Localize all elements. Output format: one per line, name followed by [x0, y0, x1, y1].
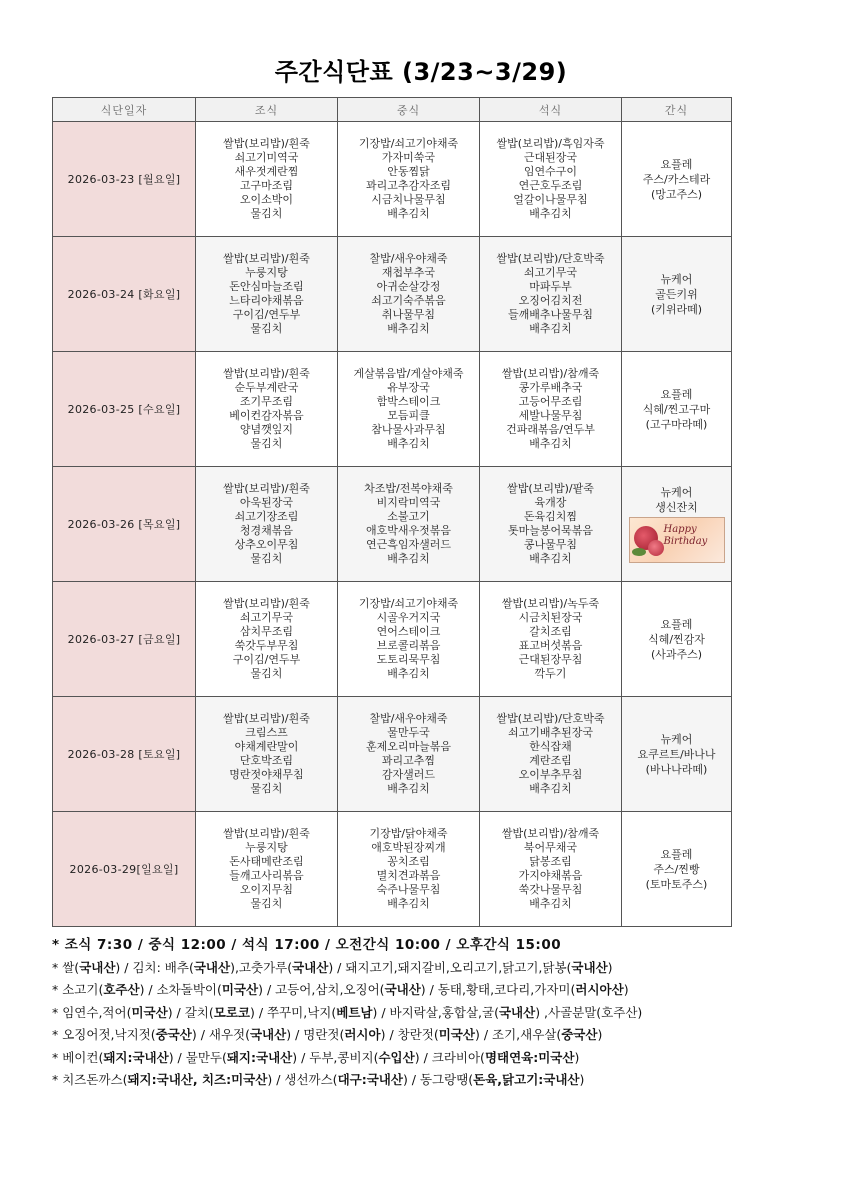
cake-text	[664, 524, 708, 548]
origin-text: ) / 동태,황태,코다리,가자미(	[420, 982, 576, 997]
snack-item: (고구마라떼)	[645, 417, 708, 431]
leaf-icon	[632, 548, 646, 556]
menu-item: 물김치	[250, 667, 283, 680]
origin-text: ) / 생선까스(	[267, 1072, 338, 1087]
menu-item: 차조밥/전복야채죽	[364, 482, 453, 495]
date-cell: 2026-03-26 [목요일]	[53, 467, 196, 582]
origin-country: 돼지:국내산, 치즈:미국산	[127, 1072, 268, 1087]
date-cell: 2026-03-23 [월요일]	[53, 122, 196, 237]
origin-text: ) / 김치: 배추(	[115, 959, 194, 975]
snack-item: (토마토주스)	[645, 877, 708, 891]
snack-cell	[622, 122, 732, 237]
origin-text: * 치즈돈까스(	[52, 1072, 128, 1087]
menu-item: 마파두부	[529, 280, 572, 293]
menu-item: 연근흑임자샐러드	[365, 538, 451, 551]
menu-item: 꽈리고추찜	[381, 754, 436, 767]
menu-item: 쇠고기장조림	[234, 510, 299, 523]
menu-item: 오이소박이	[239, 193, 294, 206]
menu-item: 시금치나물무침	[371, 193, 446, 206]
origin-text: ) / 소차돌박이(	[139, 982, 222, 997]
lunch-cell	[338, 812, 480, 927]
table-row	[53, 122, 732, 237]
menu-item: 물김치	[250, 207, 283, 220]
birthday-cake-image	[629, 517, 725, 563]
menu-item: 삼치무조림	[239, 625, 294, 638]
menu-item: 찰밥/새우야채죽	[369, 252, 448, 265]
menu-item: 오이지무침	[239, 883, 294, 896]
menu-item: 깍두기	[534, 667, 567, 680]
header-lunch: 중식	[338, 98, 480, 122]
origin-text: ) / 고등어,삼치,오징어(	[258, 982, 385, 997]
table-row	[53, 352, 732, 467]
menu-item: 세발나물무침	[518, 409, 583, 422]
origin-line	[52, 1002, 752, 1025]
origin-text: ) / 창란젓(	[380, 1027, 439, 1042]
menu-item: 취나물무침	[381, 308, 436, 321]
snack-cell	[622, 237, 732, 352]
snack-item: 요플레	[660, 387, 693, 401]
origin-country: 미국산	[221, 982, 259, 997]
menu-body	[53, 122, 732, 927]
origin-line	[52, 1047, 752, 1070]
snack-item: (망고주스)	[650, 187, 703, 201]
menu-item: 쇠고기배추된장국	[507, 726, 593, 739]
menu-item: 배추김치	[529, 322, 572, 335]
origin-line	[52, 1069, 752, 1092]
menu-item: 북어무채국	[523, 841, 578, 854]
menu-item: 육개장	[534, 496, 567, 509]
snack-item: (바나나라떼)	[645, 762, 708, 776]
origin-line	[52, 979, 752, 1002]
origin-text: )	[574, 1049, 580, 1065]
menu-item: 배추김치	[387, 322, 430, 335]
origin-line	[52, 1024, 752, 1047]
dinner-cell	[480, 467, 622, 582]
snack-item: 요쿠르트/바나나	[637, 747, 716, 761]
lunch-cell	[338, 582, 480, 697]
origin-text: ) ,사골분말(호주산)	[535, 1004, 643, 1020]
menu-item: 베이컨감자볶음	[229, 409, 304, 422]
origin-text: ) / 갈치(	[167, 1004, 214, 1020]
menu-item: 표고버섯볶음	[518, 639, 583, 652]
menu-item: 배추김치	[529, 207, 572, 220]
menu-item: 쌀밥(보리밥)/녹두죽	[501, 597, 600, 610]
menu-item: 크림스프	[245, 726, 288, 739]
snack-cell	[622, 352, 732, 467]
snack-cell	[622, 582, 732, 697]
lunch-cell	[338, 237, 480, 352]
menu-item: 쌀밥(보리밥)/흰죽	[223, 482, 310, 495]
menu-item: 쌀밥(보리밥)/흰죽	[223, 827, 310, 840]
menu-item: 숙주나물무침	[376, 883, 441, 896]
menu-item: 물김치	[250, 552, 283, 565]
menu-item: 돈사태메란조림	[229, 855, 304, 868]
header-dinner: 석식	[480, 98, 622, 122]
menu-item: 아욱된장국	[239, 496, 294, 509]
menu-item: 단호박조림	[239, 754, 294, 767]
dinner-cell	[480, 697, 622, 812]
origin-country: 돼지:국내산	[226, 1049, 293, 1065]
breakfast-cell	[196, 582, 338, 697]
origin-country: 돼지:국내산	[103, 1049, 169, 1065]
cake-text-line: Happy	[663, 524, 697, 535]
menu-item: 누룽지탕	[245, 841, 288, 854]
cake-text-line: Birthday	[663, 536, 708, 547]
menu-item: 콩나물무침	[523, 538, 578, 551]
menu-item: 계란조림	[529, 754, 572, 767]
menu-table	[52, 97, 732, 927]
menu-item: 배추김치	[387, 552, 430, 565]
notes	[52, 934, 752, 1092]
rose-icon	[648, 540, 664, 556]
menu-item: 비지락미역국	[376, 496, 441, 509]
origin-text: ) / 새우젓(	[191, 1027, 250, 1042]
menu-item: 멸치견과볶음	[376, 869, 441, 882]
menu-item: 물김치	[250, 897, 283, 910]
snack-item: 주스/카스테라	[642, 172, 711, 186]
menu-item: 쌀밥(보리밥)/단호박죽	[496, 252, 605, 265]
menu-item: 톳마늘봉어묵볶음	[507, 524, 593, 537]
menu-item: 배추김치	[387, 897, 430, 910]
menu-item: 가지야채볶음	[518, 869, 583, 882]
origin-text: ) / 명란젓(	[286, 1027, 345, 1042]
menu-item: 꽁치조림	[387, 855, 430, 868]
table-row	[53, 697, 732, 812]
menu-item: 쌀밥(보리밥)/단호박죽	[496, 712, 605, 725]
header-date: 식단일자	[53, 98, 196, 122]
snack-item: 뉴케어	[660, 486, 693, 499]
menu-item: 들깨배추나물무침	[507, 308, 593, 321]
menu-item: 연근호두조림	[518, 179, 583, 192]
snack-cell	[622, 812, 732, 927]
snack-item: 요플레	[660, 617, 693, 631]
menu-item: 물김치	[250, 782, 283, 795]
menu-item: 돈육김치찜	[523, 510, 578, 523]
menu-item: 기장밥/쇠고기야채죽	[358, 137, 459, 150]
breakfast-cell	[196, 122, 338, 237]
origin-country: 명태연육:미국산	[484, 1049, 575, 1065]
breakfast-cell	[196, 697, 338, 812]
origin-country: 모로코	[213, 1004, 250, 1020]
origin-text: * 베이컨(	[52, 1049, 104, 1065]
origin-country: 국내산	[498, 1004, 536, 1020]
origin-text: ) / 크라비아(	[414, 1049, 485, 1065]
page-title: 주간식단표 (3/23~3/29)	[274, 58, 568, 86]
origin-notes	[52, 957, 752, 1092]
menu-item: 애호박된장찌개	[371, 841, 446, 854]
menu-item: 쑥갓나물무침	[518, 883, 583, 896]
menu-item: 배추김치	[529, 782, 572, 795]
menu-item: 건파래볶음/연두부	[506, 423, 595, 436]
date-cell: 2026-03-25 [수요일]	[53, 352, 196, 467]
dinner-cell	[480, 122, 622, 237]
menu-item: 콩가루배추국	[518, 381, 583, 394]
origin-text: )	[579, 1072, 585, 1087]
snack-item: 생신잔치	[655, 501, 698, 514]
dinner-cell	[480, 352, 622, 467]
origin-country: 중국산	[561, 1027, 598, 1042]
origin-country: 국내산	[292, 959, 329, 975]
snack-cell	[622, 697, 732, 812]
origin-country: 국내산	[193, 959, 231, 975]
snack-item: 요플레	[660, 157, 693, 171]
lunch-cell	[338, 122, 480, 237]
menu-item: 쇠고기무국	[239, 611, 294, 624]
menu-item: 쌀밥(보리밥)/흰죽	[223, 597, 310, 610]
menu-item: 쇠고기숙주볶음	[371, 294, 446, 307]
menu-item: 배추김치	[387, 437, 430, 450]
menu-item: 새우젓계란찜	[234, 165, 299, 178]
origin-text: ) / 조기,새우살(	[474, 1027, 562, 1042]
breakfast-cell	[196, 812, 338, 927]
origin-country: 국내산	[79, 959, 116, 975]
origin-country: 수입산	[378, 1049, 415, 1065]
menu-item: 누룽지탕	[245, 266, 288, 279]
lunch-cell	[338, 467, 480, 582]
header-snack: 간식	[622, 98, 732, 122]
menu-item: 근대된장국	[523, 151, 578, 164]
menu-item: 오징어김치전	[518, 294, 583, 307]
origin-text: )	[607, 959, 613, 975]
origin-country: 대구:국내산	[337, 1072, 403, 1087]
menu-item: 쌀밥(보리밥)/흰죽	[223, 252, 310, 265]
menu-item: 한식잡채	[529, 740, 572, 753]
menu-item: 순두부계란국	[234, 381, 299, 394]
menu-item: 물만두국	[387, 726, 430, 739]
origin-text: ) / 돼지고기,돼지갈비,오리고기,닭고기,닭봉(	[328, 959, 572, 975]
breakfast-cell	[196, 467, 338, 582]
date-cell: 2026-03-29[일요일]	[53, 812, 196, 927]
menu-item: 구이김/연두부	[232, 308, 301, 321]
menu-item: 배추김치	[387, 667, 430, 680]
menu-item: 쌀밥(보리밥)/참깨죽	[501, 827, 600, 840]
menu-item: 시금치된장국	[518, 611, 583, 624]
breakfast-cell	[196, 352, 338, 467]
origin-text: )	[623, 982, 629, 997]
snack-item: 골든키위	[655, 287, 698, 301]
origin-text: ) / 물만두(	[168, 1049, 227, 1065]
menu-item: 느타리야채볶음	[229, 294, 304, 307]
menu-item: 훈제오리마늘볶음	[365, 740, 451, 753]
menu-item: 함박스테이크	[376, 395, 441, 408]
origin-country: 미국산	[438, 1027, 475, 1042]
menu-item: 쌀밥(보리밥)/팥죽	[507, 482, 594, 495]
origin-text: * 소고기(	[52, 982, 104, 997]
menu-item: 게살볶음밥/게살야채죽	[353, 367, 464, 380]
menu-item: 쑥갓두부무침	[234, 639, 299, 652]
menu-item: 시골우거지국	[376, 611, 441, 624]
lunch-cell	[338, 352, 480, 467]
date-cell: 2026-03-24 [화요일]	[53, 237, 196, 352]
menu-item: 갈치조림	[529, 625, 572, 638]
origin-text: ) / 동그랑땡(	[402, 1072, 474, 1087]
menu-item: 쇠고기무국	[523, 266, 578, 279]
dinner-cell	[480, 582, 622, 697]
origin-text: * 오징어젓,낙지젓(	[52, 1027, 156, 1042]
menu-item: 쌀밥(보리밥)/흰죽	[223, 712, 310, 725]
header-row	[53, 98, 732, 122]
origin-text: * 쌀(	[52, 959, 80, 975]
menu-item: 연어스테이크	[376, 625, 441, 638]
menu-item: 찰밥/새우야채죽	[369, 712, 448, 725]
origin-country: 미국산	[131, 1004, 168, 1020]
snack-item: (키위라떼)	[650, 302, 703, 316]
menu-item: 참나물사과무침	[371, 423, 446, 436]
menu-item: 고등어무조림	[518, 395, 583, 408]
menu-item: 배추김치	[387, 207, 430, 220]
origin-country: 러시아	[344, 1027, 381, 1042]
meal-hours: * 조식 7:30 / 중식 12:00 / 석식 17:00 / 오전간식 10:00 / 오후간식 15:00	[52, 937, 562, 953]
menu-item: 물김치	[250, 437, 283, 450]
origin-text: ),고춧가루(	[230, 959, 293, 975]
menu-item: 임연수구이	[523, 165, 578, 178]
origin-line	[52, 957, 752, 980]
snack-item: (사과주스)	[650, 647, 703, 661]
date-cell: 2026-03-28 [토요일]	[53, 697, 196, 812]
origin-country: 국내산	[571, 959, 608, 975]
menu-item: 애호박새우젓볶음	[365, 524, 451, 537]
menu-item: 조기무조림	[239, 395, 294, 408]
menu-item: 안동찜닭	[387, 165, 430, 178]
snack-item: 요플레	[660, 847, 693, 861]
breakfast-cell	[196, 237, 338, 352]
menu-item: 기장밥/쇠고기야채죽	[358, 597, 459, 610]
snack-item: 뉴케어	[660, 272, 693, 286]
menu-item: 도토리묵무침	[376, 653, 441, 666]
table-row	[53, 812, 732, 927]
origin-text: )	[597, 1027, 603, 1042]
snack-item: 뉴케어	[660, 732, 693, 746]
menu-item: 재첩부추국	[381, 266, 436, 279]
table-row	[53, 582, 732, 697]
menu-item: 야채계란말이	[234, 740, 299, 753]
origin-country: 돈육,닭고기:국내산	[473, 1072, 580, 1087]
menu-item: 쌀밥(보리밥)/참깨죽	[501, 367, 600, 380]
origin-country: 호주산	[103, 982, 140, 997]
origin-text: ) / 두부,콩비지(	[292, 1049, 379, 1065]
menu-item: 가자미쑥국	[381, 151, 436, 164]
snack-cell	[622, 467, 732, 582]
menu-item: 쌀밥(보리밥)/흰죽	[223, 137, 310, 150]
menu-item: 소불고기	[387, 510, 430, 523]
menu-item: 배추김치	[387, 782, 430, 795]
menu-item: 상추오이무침	[234, 538, 299, 551]
menu-item: 오이부추무침	[518, 768, 583, 781]
menu-item: 청경채볶음	[239, 524, 294, 537]
menu-item: 돈안심마늘조림	[229, 280, 304, 293]
menu-item: 브로콜리볶음	[376, 639, 441, 652]
origin-text: * 임연수,적어(	[52, 1004, 132, 1020]
menu-item: 모듬피클	[387, 409, 430, 422]
menu-item: 꽈리고추감자조림	[365, 179, 451, 192]
origin-country: 국내산	[384, 982, 421, 997]
menu-item: 배추김치	[529, 897, 572, 910]
origin-country: 러시아산	[575, 982, 624, 997]
menu-item: 감자샐러드	[381, 768, 436, 781]
menu-item: 들깨고사리볶음	[229, 869, 304, 882]
menu-item: 유부장국	[387, 381, 430, 394]
dinner-cell	[480, 237, 622, 352]
header-breakfast: 조식	[196, 98, 338, 122]
dinner-cell	[480, 812, 622, 927]
menu-item: 물김치	[250, 322, 283, 335]
menu-item: 아귀순살강정	[376, 280, 441, 293]
menu-item: 명란젓야채무침	[229, 768, 304, 781]
menu-item: 구이김/연두부	[232, 653, 301, 666]
menu-item: 얼갈이나물무침	[513, 193, 588, 206]
menu-item: 쌀밥(보리밥)/흑임자죽	[496, 137, 605, 150]
menu-item: 기장밥/닭야채죽	[369, 827, 448, 840]
origin-country: 중국산	[155, 1027, 192, 1042]
menu-item: 닭봉조림	[529, 855, 572, 868]
snack-item: 식혜/찐고구마	[642, 402, 711, 416]
snack-item: 주스/찐빵	[653, 862, 700, 876]
menu-item: 쇠고기미역국	[234, 151, 299, 164]
origin-text: ) / 쭈꾸미,낙지(	[249, 1004, 337, 1020]
menu-item: 쌀밥(보리밥)/흰죽	[223, 367, 310, 380]
origin-text: ) / 바지락살,홍합살,굴(	[372, 1004, 499, 1020]
snack-item: 식혜/찐감자	[648, 632, 705, 646]
date-cell: 2026-03-27 [금요일]	[53, 582, 196, 697]
origin-country: 베트남	[336, 1004, 373, 1020]
table-row	[53, 237, 732, 352]
menu-item: 배추김치	[529, 437, 572, 450]
menu-item: 양념깻잎지	[239, 423, 294, 436]
lunch-cell	[338, 697, 480, 812]
menu-item: 근대된장무침	[518, 653, 583, 666]
menu-item: 배추김치	[529, 552, 572, 565]
menu-item: 고구마조림	[239, 179, 294, 192]
origin-country: 국내산	[249, 1027, 287, 1042]
table-row	[53, 467, 732, 582]
